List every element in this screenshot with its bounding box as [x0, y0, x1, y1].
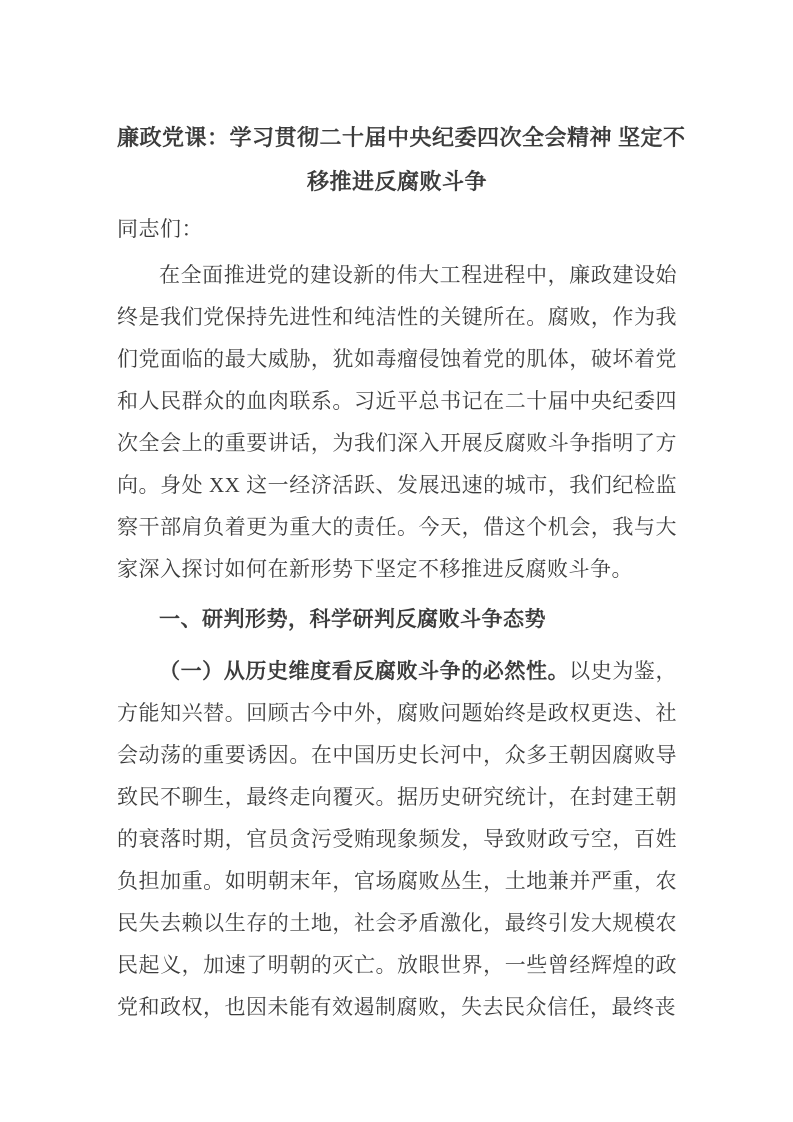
- document-title-line-1: 廉政党课：学习贯彻二十届中央纪委四次全会精神 坚定不: [117, 125, 686, 150]
- section-1-sub-1-body: 以史为鉴，方能知兴替。回顾古今中外，腐败问题始终是政权更迭、社会动荡的重要诱因。在中国历史长河中，众多王朝因腐败导致民不聊生，最终走向覆灭。据历史研究统计，在封建王朝的衰落时期，官员贪污受贿现象频发，导致财政亏空，百姓负担加重。如明朝末年，官场腐败丛生，土地兼并严重，农民失去赖以生存的土地，社会矛盾激化，最终引发大规模农民起义，加速了明朝的灭亡。放眼世界，一些曾经辉煌的政党和政权，也因未能有效遏制腐败，失去民众信任，最终丧: [117, 659, 678, 1019]
- document-title: [117, 116, 686, 204]
- section-1-sub-1-lead: （一）从历史维度看反腐败斗争的必然性。: [159, 659, 570, 683]
- intro-paragraph: 在全面推进党的建设新的伟大工程进程中，廉政建设始终是我们党保持先进性和纯洁性的关键所在。腐败，作为我们党面临的最大威胁，犹如毒瘤侵蚀着党的肌体，破坏着党和人民群众的血肉联系。习近平总书记在二十届中央纪委四次全会上的重要讲话，为我们深入开展反腐败斗争指明了方向。身处 XX 这一经济活跃、发展迅速的城市，我们纪检监察干部肩负着更为重大的责任。今天，借这个机会，我与大家深入探讨如何在新形势下坚定不移推进反腐败斗争。: [117, 263, 677, 581]
- section-1-sub-1-paragraph: [117, 650, 677, 1028]
- salutation: 同志们：: [117, 217, 203, 241]
- document-title-line-2: 移推进反腐败斗争: [306, 169, 487, 194]
- section-1-heading: 一、研判形势，科学研判反腐败斗争态势: [159, 607, 546, 631]
